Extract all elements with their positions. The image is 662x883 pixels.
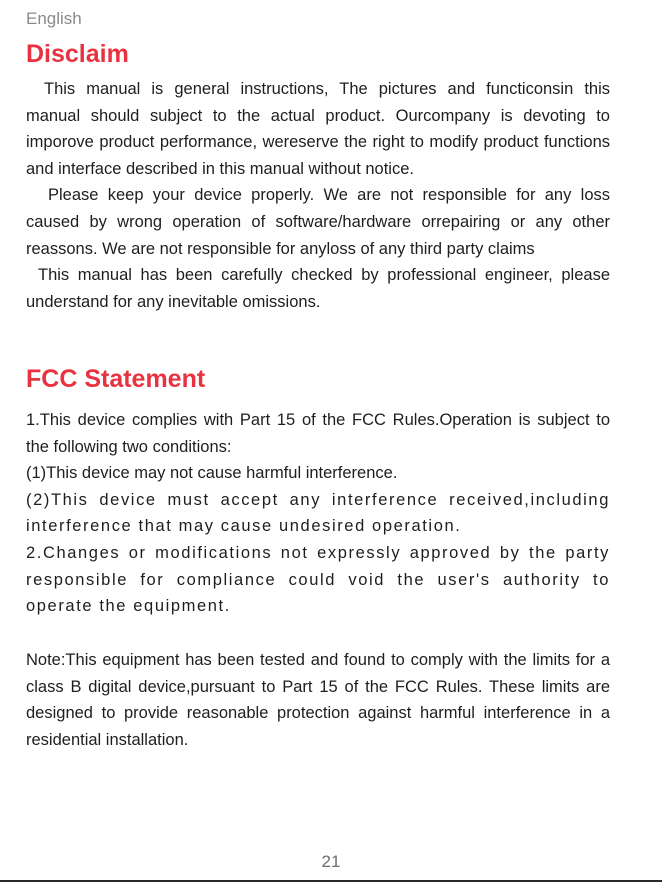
fcc-item-1: 1.This device complies with Part 15 of the FCC Rules.Operation is subject to the following two conditions: [26,411,610,456]
page-number: 21 [321,852,341,871]
disclaim-body [26,76,610,315]
fcc-note [26,647,610,753]
fcc-item-1-condition-2: (2)This device must accept any interference received,including interference that may cause undesired operation. [26,490,610,536]
disclaim-paragraph-2: Please keep your device properly. We are not responsible for any loss caused by wrong operation of software/hardware orrepairing or any other reassons. We are not responsible for anyloss of any third party claims [26,186,610,258]
disclaim-heading: Disclaim [26,40,129,68]
fcc-body [26,407,610,620]
fcc-heading: FCC Statement [26,365,206,393]
disclaim-paragraph-1: This manual is general instructions, The pictures and functiconsin this manual should subject to the actual product. Ourcompany is devoting to imporove product performance, wereserve the right to modify product functions and interface described in this manual without notice. [26,80,610,178]
fcc-note-text: Note:This equipment has been tested and found to comply with the limits for a class B digital device,pursuant to Part 15 of the FCC Rules. These limits are designed to provide reasonable protection against harmful interference in a residential installation. [26,651,610,749]
bottom-divider [0,880,662,882]
language-label: English [26,9,82,28]
disclaim-paragraph-3: This manual has been carefully checked by professional engineer, please understand for any inevitable omissions. [26,266,610,311]
fcc-item-1-condition-1: (1)This device may not cause harmful interference. [26,464,398,483]
fcc-item-2: 2.Changes or modifications not expressly approved by the party responsible for compliance could void the user's authority to operate the equipment. [26,543,610,616]
